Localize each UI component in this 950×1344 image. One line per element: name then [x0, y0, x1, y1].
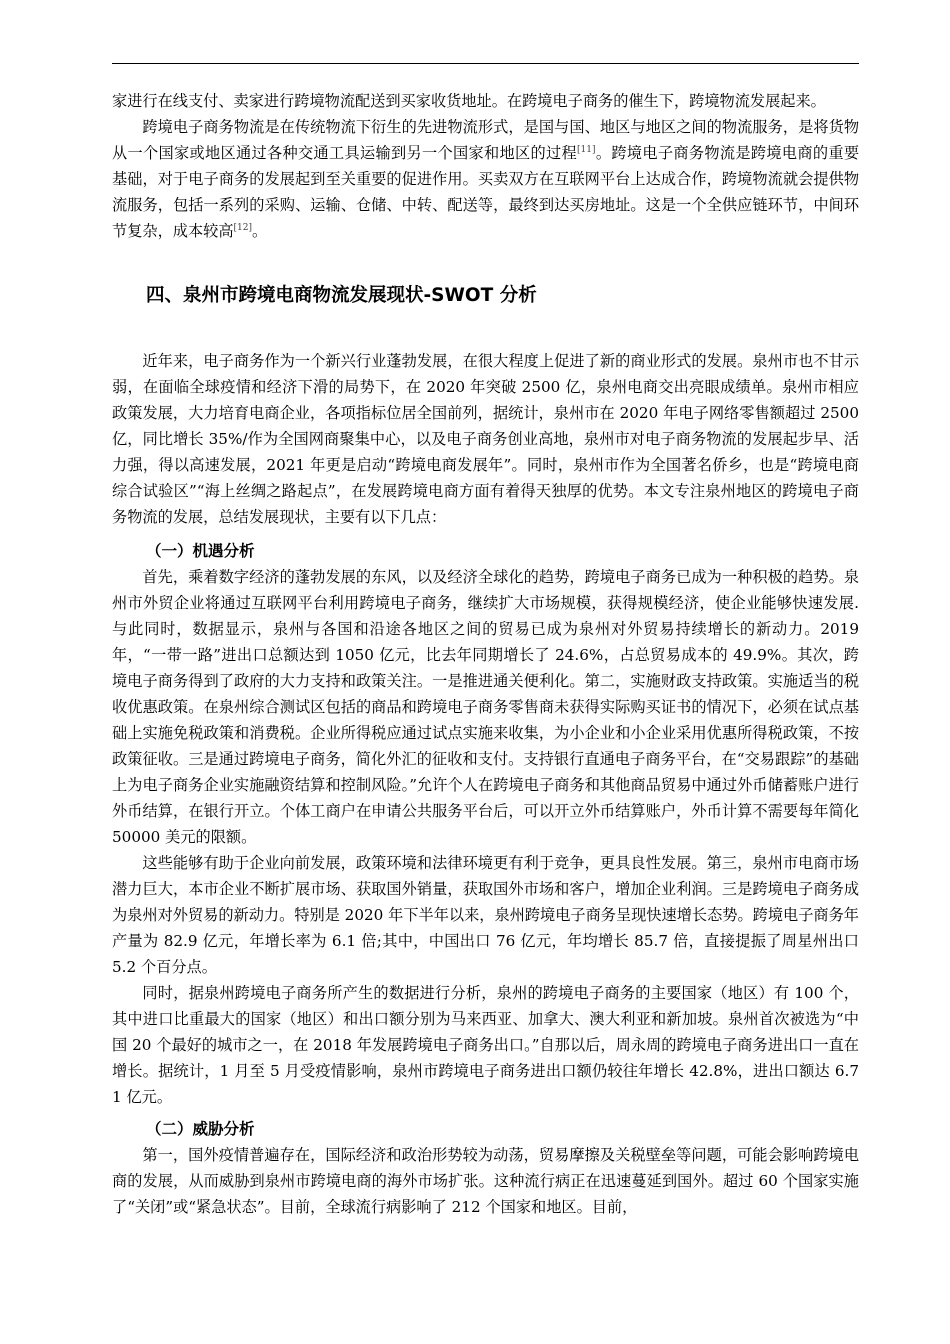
subsection-heading-threat: （二）威胁分析 [146, 1120, 255, 1138]
paragraph-text: 。跨境电子商务物流是跨境电商的重要基础，对于电子商务的发展起到至关重要的促进作用。买卖双方在互联网平台上达成合作，跨境物流就会提供物流服务，包括一系列的采购、运输、仓储、中转、配送等，最终到达买房地址。这是一个全供应链环节，中间环节复杂，成本较高 [112, 144, 860, 240]
paragraph-text: 跨境电子商务物流是在传统物流下衍生的先进物流形式，是国与国、地区与地区之间的物流服务，是将货物从一个国家或地区通过各种交通工具运输到另一个国家和地区的过程 [112, 118, 859, 162]
paragraph-opportunity-1: 首先，乘着数字经济的蓬勃发展的东风，以及经济全球化的趋势，跨境电子商务已成为一种积极的趋势。泉州市外贸企业将通过互联网平台利用跨境电子商务，继续扩大市场规模，获得规模经济，使企业能够快速发展. 与此同时，数据显示，泉州与各国和沿途各地区之间的贸易已成为泉州对外贸易持续增长的新动力。2019 年，“一带一路”进出口总额达到 1050 亿元，比去年同期增长了 24.6%，占总贸易成本的 49.9%。其次，跨境电子商务得到了政府的大力支持和政策关注。一是推进通关便利化。第二，实施财政支持政策。实施适当的税收优惠政策。在泉州综合测试区包括的商品和跨境电子商务零售商未获得实际购买证书的情况下，必须在试点基础上实施免税政策和消费税。企业所得税应通过试点实施来收集，为小企业和小企业采用优惠所得税政策，不按政策征收。三是通过跨境电子商务，简化外汇的征收和支付。支持银行直通电子商务平台，在“交易跟踪”的基础上为电子商务企业实施融资结算和控制风险。”允许个人在跨境电子商务和其他商品贸易中通过外币储蓄账户进行外币结算，在银行开立。个体工商户在申请公共服务平台后，可以开立外币结算账户，外币计算不需要每年简化 50000 美元的限额。 [112, 568, 859, 846]
paragraph-overview: 近年来，电子商务作为一个新兴行业蓬勃发展，在很大程度上促进了新的商业形式的发展。泉州市也不甘示弱，在面临全球疫情和经济下滑的局势下，在 2020 年突破 2500 亿，泉州电商交出亮眼成绩单。泉州市相应政策发展，大力培育电商企业，各项指标位居全国前列，据统计，泉州市在 2020 年电子网络零售额超过 2500 亿，同比增长 35%/作为全国网商聚集中心，以及电子商务创业高地，泉州市对电子商务物流的发展起步早、活力强，得以高速发展，2021 年更是启动“跨境电商发展年”。同时，泉州市作为全国著名侨乡，也是“跨境电商综合试验区”“海上丝绸之路起点”，在发展跨境电商方面有着得天独厚的优势。本文专注泉州地区的跨境电子商务物流的发展，总结发展现状，主要有以下几点： [112, 352, 859, 526]
citation-ref: [12] [233, 223, 252, 233]
paragraph-opportunity-2: 这些能够有助于企业向前发展，政策环境和法律环境更有利于竞争，更具良性发展。第三，泉州市电商市场潜力巨大，本市企业不断扩展市场、获取国外销量，获取国外市场和客户，增加企业利润。三是跨境电子商务成为泉州对外贸易的新动力。特别是 2020 年下半年以来，泉州跨境电子商务呈现快速增长态势。跨境电子商务年产量为 82.9 亿元，年增长率为 6.1 倍;其中，中国出口 76 亿元，年均增长 85.7 倍，直接提振了周星州出口 5.2 个百分点。 [112, 854, 859, 976]
paragraph-logistics-definition [112, 114, 859, 244]
paragraph-opportunity-3: 同时，据泉州跨境电子商务所产生的数据进行分析，泉州的跨境电子商务的主要国家（地区）有 100 个，其中进口比重最大的国家（地区）和出口额分别为马来西亚、加拿大、澳大利亚和新加坡。泉州首次被选为“中国 20 个最好的城市之一，在 2018 年发展跨境电子商务出口。”自那以后，周永周的跨境电子商务进出口一直在增长。据统计，1 月至 5 月受疫情影响，泉州市跨境电子商务进出口额仍较往年增长 42.8%，进出口额达 6.71 亿元。 [112, 984, 859, 1106]
citation-ref: [11] [577, 145, 596, 155]
header-rule [112, 63, 859, 64]
document-body [112, 88, 859, 1220]
paragraph-continuation: 家进行在线支付、卖家进行跨境物流配送到买家收货地址。在跨境电子商务的催生下，跨境物流发展起来。 [112, 92, 826, 110]
section-heading: 四、泉州市跨境电商物流发展现状-SWOT 分析 [146, 285, 537, 306]
paragraph-threat-1: 第一，国外疫情普遍存在，国际经济和政治形势较为动荡，贸易摩擦及关税壁垒等问题，可能会影响跨境电商的发展，从而威胁到泉州市跨境电商的海外市场扩张。这种流行病正在迅速蔓延到国外。超过 60 个国家实施了“关闭”或“紧急状态”。目前，全球流行病影响了 212 个国家和地区。目前， [112, 1146, 859, 1216]
subsection-heading-opportunity: （一）机遇分析 [146, 542, 255, 560]
paragraph-text: 。 [251, 222, 268, 240]
